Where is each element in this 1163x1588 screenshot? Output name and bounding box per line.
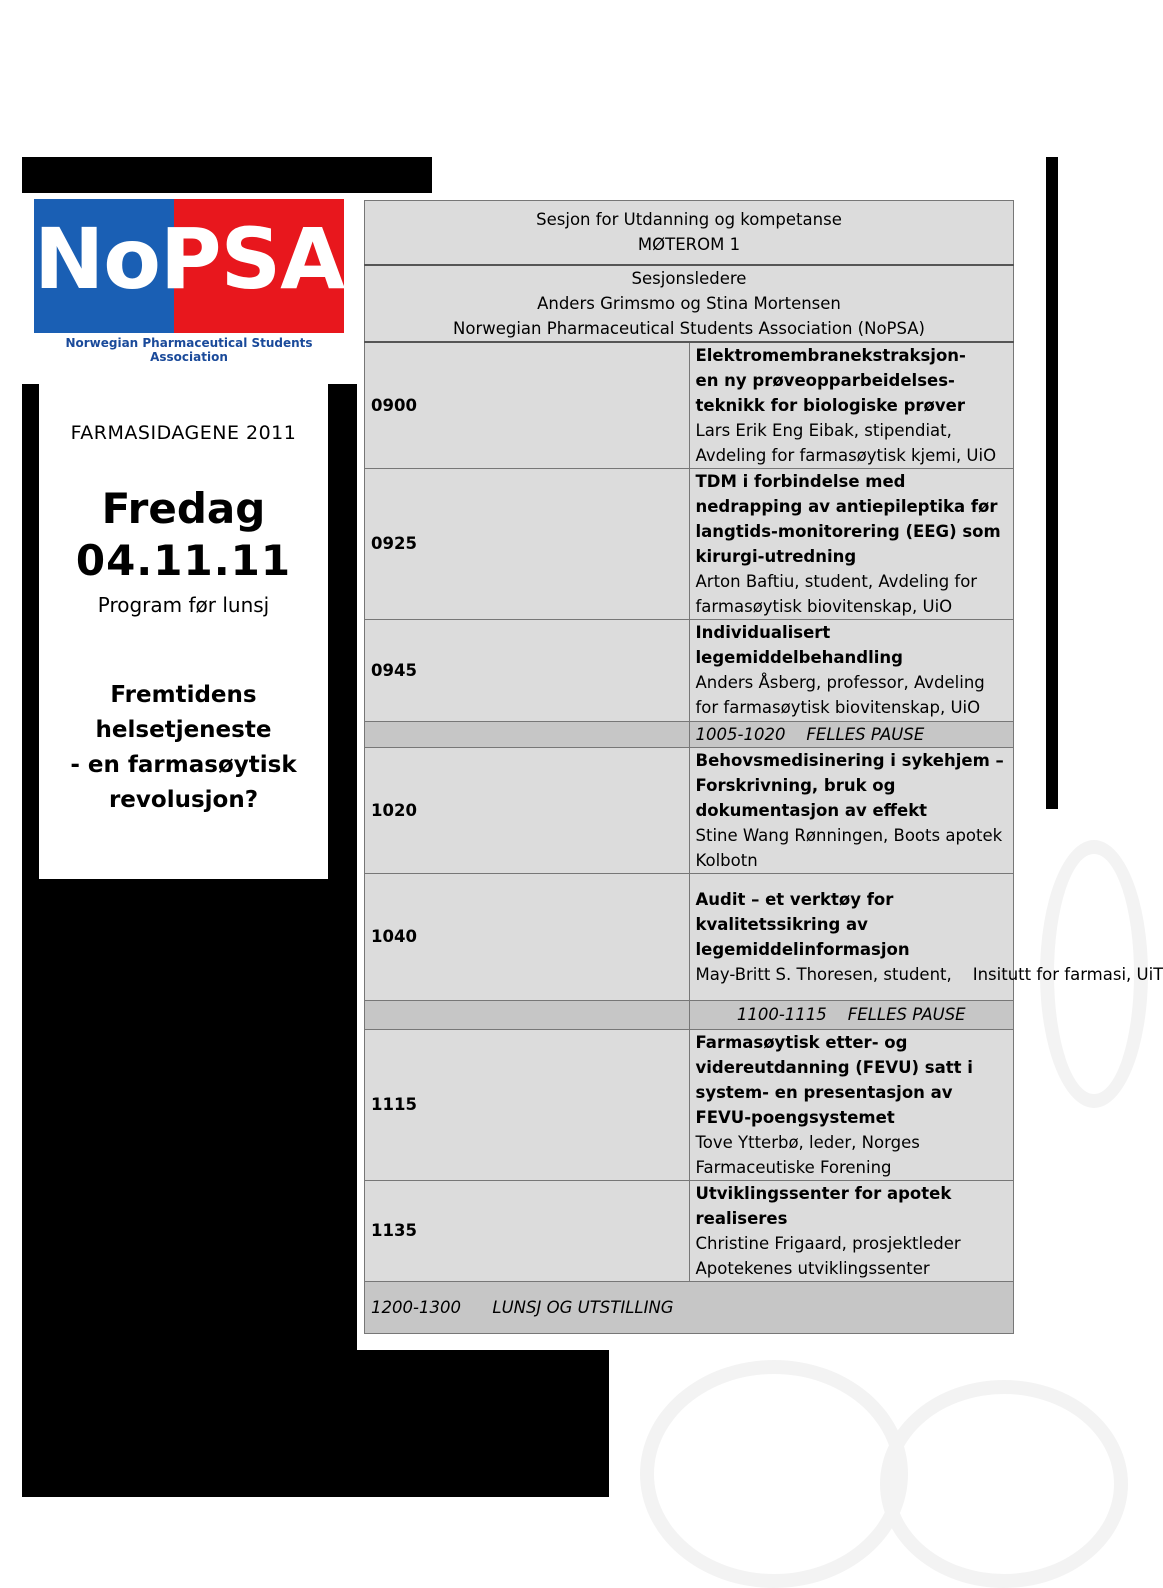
event-date: 04.11.11 [75,536,292,585]
time-cell: 1040 [365,873,690,1000]
pause-spacer [365,721,690,747]
talk-title: Utviklingssenter for apotek realiseres [695,1183,952,1228]
talk-cell [689,1180,1014,1281]
talk-speaker: May-Britt S. Thoresen, student, Insitutt for farmasi, UiT [695,964,1163,984]
theme-line: Fremtidens [110,682,257,708]
event-day: Fredag [101,484,266,533]
talk-speaker: Tove Ytterbø, leder, Norges Farmaceutiske Forening [695,1132,920,1177]
nopsa-logo [34,199,345,364]
talk-cell [689,342,1014,469]
talk-title: Audit – et verktøy for kvalitetssikring av legemiddelinformasjon [695,889,910,959]
talk-cell [689,747,1014,873]
right-edge-bar [1046,157,1058,809]
table-row [365,873,1014,1000]
time-cell: 1115 [365,1029,690,1180]
talk-speaker: Stine Wang Rønningen, Boots apotek Kolbotn [695,825,1003,870]
pause-spacer [365,1000,690,1029]
talk-speaker: Arton Baftiu, student, Avdeling for farmasøytisk biovitenskap, UiO [695,571,978,616]
time-cell: 0945 [365,619,690,721]
schedule-table [364,200,1163,1334]
table-row [365,468,1014,619]
program-label: Program før lunsj [97,593,270,617]
logo-wordmark: NoPSA [34,210,345,308]
lunch-label: 1200-1300 LUNSJ OG UTSTILLING [365,1281,1014,1333]
table-row [365,342,1014,469]
talk-cell [689,468,1014,619]
pause-label: 1100-1115 FELLES PAUSE [689,1000,1014,1029]
session-room: MØTEROM 1 [637,235,741,255]
theme-line: revolusjon? [108,787,259,813]
talk-title: Elektromembranekstraksjon- [695,345,966,365]
talk-cell [689,1029,1014,1180]
session-header [365,201,1014,265]
session-leaders-row [365,265,1014,342]
talk-speaker: Anders Åsberg, professor, Avdeling for farmasøytisk biovitenskap, UiO [695,673,985,717]
pause-row [365,1000,1014,1029]
bottom-black-panel [22,1350,609,1497]
talk-title: TDM i forbindelse med nedrapping av antiepileptika før langtids-monitorering (EEG) som kirurgi-utredning [695,471,1001,566]
theme-line: - en farmasøytisk [70,752,297,778]
talk-title: Behovsmedisinering i sykehjem –Forskrivning, bruk og dokumentasjon av effekt [695,750,1004,820]
table-row [365,1029,1014,1180]
table-row [365,1180,1014,1281]
talk-title: en ny prøveopparbeidelses-teknikk for biologiske prøver [695,370,965,415]
session-title: Sesjon for Utdanning og kompetanse [536,210,842,230]
session-header-row [365,201,1014,265]
theme-line: helsetjeneste [95,717,272,743]
table-row [365,747,1014,873]
leaders-names: Anders Grimsmo og Stina Mortensen [537,293,841,313]
table-row [365,619,1014,721]
talk-title: Farmasøytisk etter- og videreutdanning (FEVU) satt i system- en presentasjon av FEVU-poengsystemet [695,1032,973,1127]
time-cell: 1020 [365,747,690,873]
talk-speaker: Lars Erik Eng Eibak, stipendiat, Avdeling for farmasøytisk kjemi, UiO [695,420,997,465]
top-black-bar [22,157,432,193]
logo-subtitle: Norwegian Pharmaceutical Students Association [65,336,313,364]
talk-speaker: Christine Frigaard, prosjektleder Apotekenes utviklingssenter [695,1233,961,1278]
lunch-row [365,1281,1014,1333]
talk-cell [689,873,1163,1000]
time-cell: 1135 [365,1180,690,1281]
leaders-org: Norwegian Pharmaceutical Students Association (NoPSA) [453,318,925,338]
pause-row [365,721,1014,747]
event-title: FARMASIDAGENE 2011 [70,422,297,444]
talk-title: Individualisert legemiddelbehandling [695,623,903,667]
leaders-label: Sesjonsledere [631,268,747,288]
talk-cell [689,619,1014,721]
time-cell: 0925 [365,468,690,619]
session-leaders [365,265,1014,342]
time-cell: 0900 [365,342,690,469]
event-theme [39,678,328,818]
pause-label: 1005-1020 FELLES PAUSE [689,721,1014,747]
event-info-box [39,384,328,879]
